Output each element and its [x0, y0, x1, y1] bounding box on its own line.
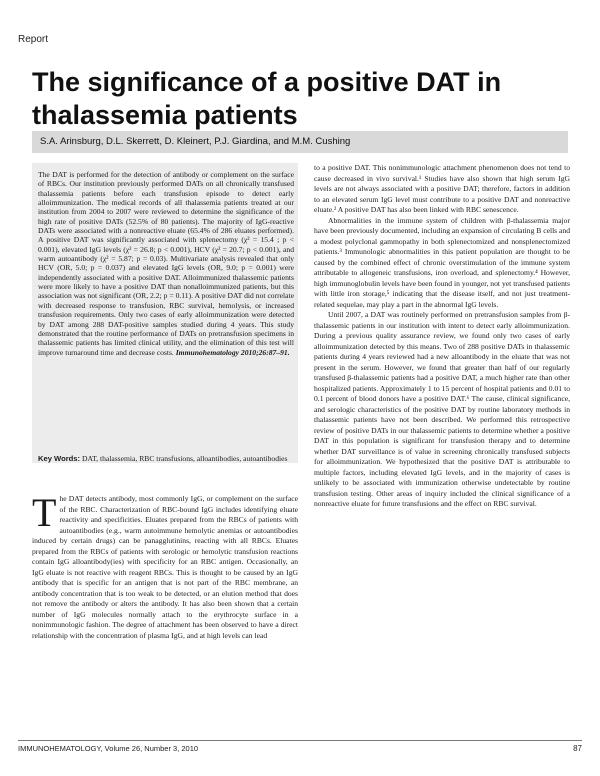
body-paragraph-2: to a positive DAT. This nonimmunologic attachment phenomenon does not tend to cause decreased in vivo survival.¹ Studies have also shown that high serum IgG levels are not always associated with a positive DAT; therefore, factors in addition to an elevated serum IgG level must contribute to a positive DAT and nonreactive eluate.² A positive DAT has also been linked with RBC senescence.	[314, 163, 570, 214]
author-list: S.A. Arinsburg, D.L. Skerrett, D. Kleinert, P.J. Giardina, and M.M. Cushing	[32, 131, 568, 153]
footer-divider	[18, 740, 582, 741]
body-column-left	[32, 490, 298, 641]
abstract	[38, 170, 294, 357]
body-paragraph-1: he DAT detects antibody, most commonly IgG, or complement on the surface of the RBC. Characterization of RBC-bound IgG includes identifying eluate reactivity and specificities. Eluates prepared from the RBCs of patients with autoantibodies (e.g., warm autoimmune hemolytic anemias or autoantibodies induced by certain drugs) can be panagglutinins, reacting with all RBCs. Eluates prepared from the RBCs of patients with serologic or hemolytic transfusion reactions contain IgG alloantibody(ies) with specificity for an RBC antigen. Occasionally, an IgG eluate is not reactive with reagent RBCs. This is thought to be caused by an IgG antibody that is specific for an antigen that is not part of the RBC membrane, an antibody concentration that is too weak to be detected, or an elution method that does not remove the antibody or alters the antibody. It has also been shown that a certain number of IgG molecules normally attach to the erythrocyte surface in a nonimmunologic fashion. The degree of attachment has been observed to have a direct relationship with the concentration of plasma IgG, and at high levels can lead	[32, 494, 298, 640]
article-title: The significance of a positive DAT in thalassemia patients	[32, 67, 502, 130]
section-label: Report	[18, 34, 49, 45]
abstract-text: The DAT is performed for the detection of antibody or complement on the surface of RBCs. Our institution previously performed DATs on all chronically transfused thalassemia patients before each transfusion episode to detect early alloimmunization. The medical records of all thalassemia patients treated at our institution from 2004 to 2007 were reviewed to determine the significance of the high rate of positive DATs (52.5% of 80 patients). The majority of IgG-reactive DATs were associated with a nonreactive eluate (65.4% of 286 eluates performed). A positive DAT was significantly associated with splenectomy (χ² = 15.4 ; p < 0.001), elevated IgG levels (χ² = 26.8; p < 0.001), HCV (χ² = 20.7; p < 0.001), and warm autoantibody (χ² = 5.87; p = 0.03). Multivariate analysis revealed that only HCV (OR, 5.0; p = 0.037) and elevated IgG levels (OR, 9.0; p = 0.001) were independently associated with a positive DAT. Alloimmunized thalassemic patients were more likely to have a positive DAT than nonalloimmunized patients, but this association was not significant (OR, 2.2; p = 0.11). A positive DAT did not correlate with decreased response to transfusion, RBC survival, hemolysis, or increased transfusion requirements. Only two cases of early alloimmunization were detected by DAT among 288 DAT-positive samples studied during 4 years. This study demonstrated that the routine performance of DATs on pretransfusion specimens in thalassemic patients has limited clinical utility, and the elimination of this test will improve turnaround time and decrease costs.	[38, 170, 294, 357]
keywords-label: Key Words:	[38, 454, 81, 463]
page-number: 87	[573, 744, 582, 753]
drop-cap: T	[32, 490, 57, 535]
body-paragraph-3: Abnormalities in the immune system of children with β-thalassemia major have been previously documented, including an expansion of circulating B cells and a modest polyclonal gammopathy in both splenectomized and nonsplenectomized patients.³ Immunologic abnormalities in this patient population are thought to be caused by the combined effect of chronic overstimulation of the immune system attributable to allogeneic transfusions, iron overload, and splenectomy.⁴ However, high immunoglobulin levels have been found in younger, not yet transfused patients with little iron storage,⁵ indicating that the disease itself, and not just treatment-related sequelae, may play a part in the abnormal IgG levels.	[314, 215, 571, 309]
keywords	[38, 454, 294, 463]
journal-footer: IMMUNOHEMATOLOGY, Volume 26, Number 3, 2010	[18, 744, 199, 753]
body-column-right	[314, 163, 570, 510]
keywords-text: DAT, thalassemia, RBC transfusions, alloantibodies, autoantibodies	[81, 454, 288, 463]
body-paragraph-4: Until 2007, a DAT was routinely performed on pretransfusion samples from β-thalassemic patients in our institution with intent to detect early alloimmunization. During a previous quality assurance review, we found only two cases of early alloimmunization detected by this means. Two of 288 positive DATs in thalassemic patients during 4 years reviewed had a new alloantibody in the eluate that was not present in the serum. However, we found that greater than half of our regularly transfused β-thalassemic patients had a positive DAT, a much higher rate than other hospitalized patients. Approximately 1 to 15 percent of hospital patients and 0.01 to 0.1 percent of blood donors have a positive DAT.⁶ The cause, clinical significance, and serologic characteristics of the positive DAT by routine laboratory methods in thalassemic patients have not been described. We performed this retrospective review of positive DATs in our thalassemic patients to determine whether a positive DAT in this population is significant for transfusion therapy and to determine whether DAT surveillance is of value in screening chronically transfused subjects for alloimmunization. We hypothesized that the positive DAT is attributable to multiple factors, including elevated IgG levels, and in the majority of cases is unlikely to be associated with immunization otherwise undetectable by routine transfusion testing. Other areas of inquiry included the clinical significance of a nonreactive eluate for future transfusions and the effect on RBC survival.	[314, 310, 570, 508]
citation: Immunohematology 2010;26:87–91.	[175, 347, 290, 357]
